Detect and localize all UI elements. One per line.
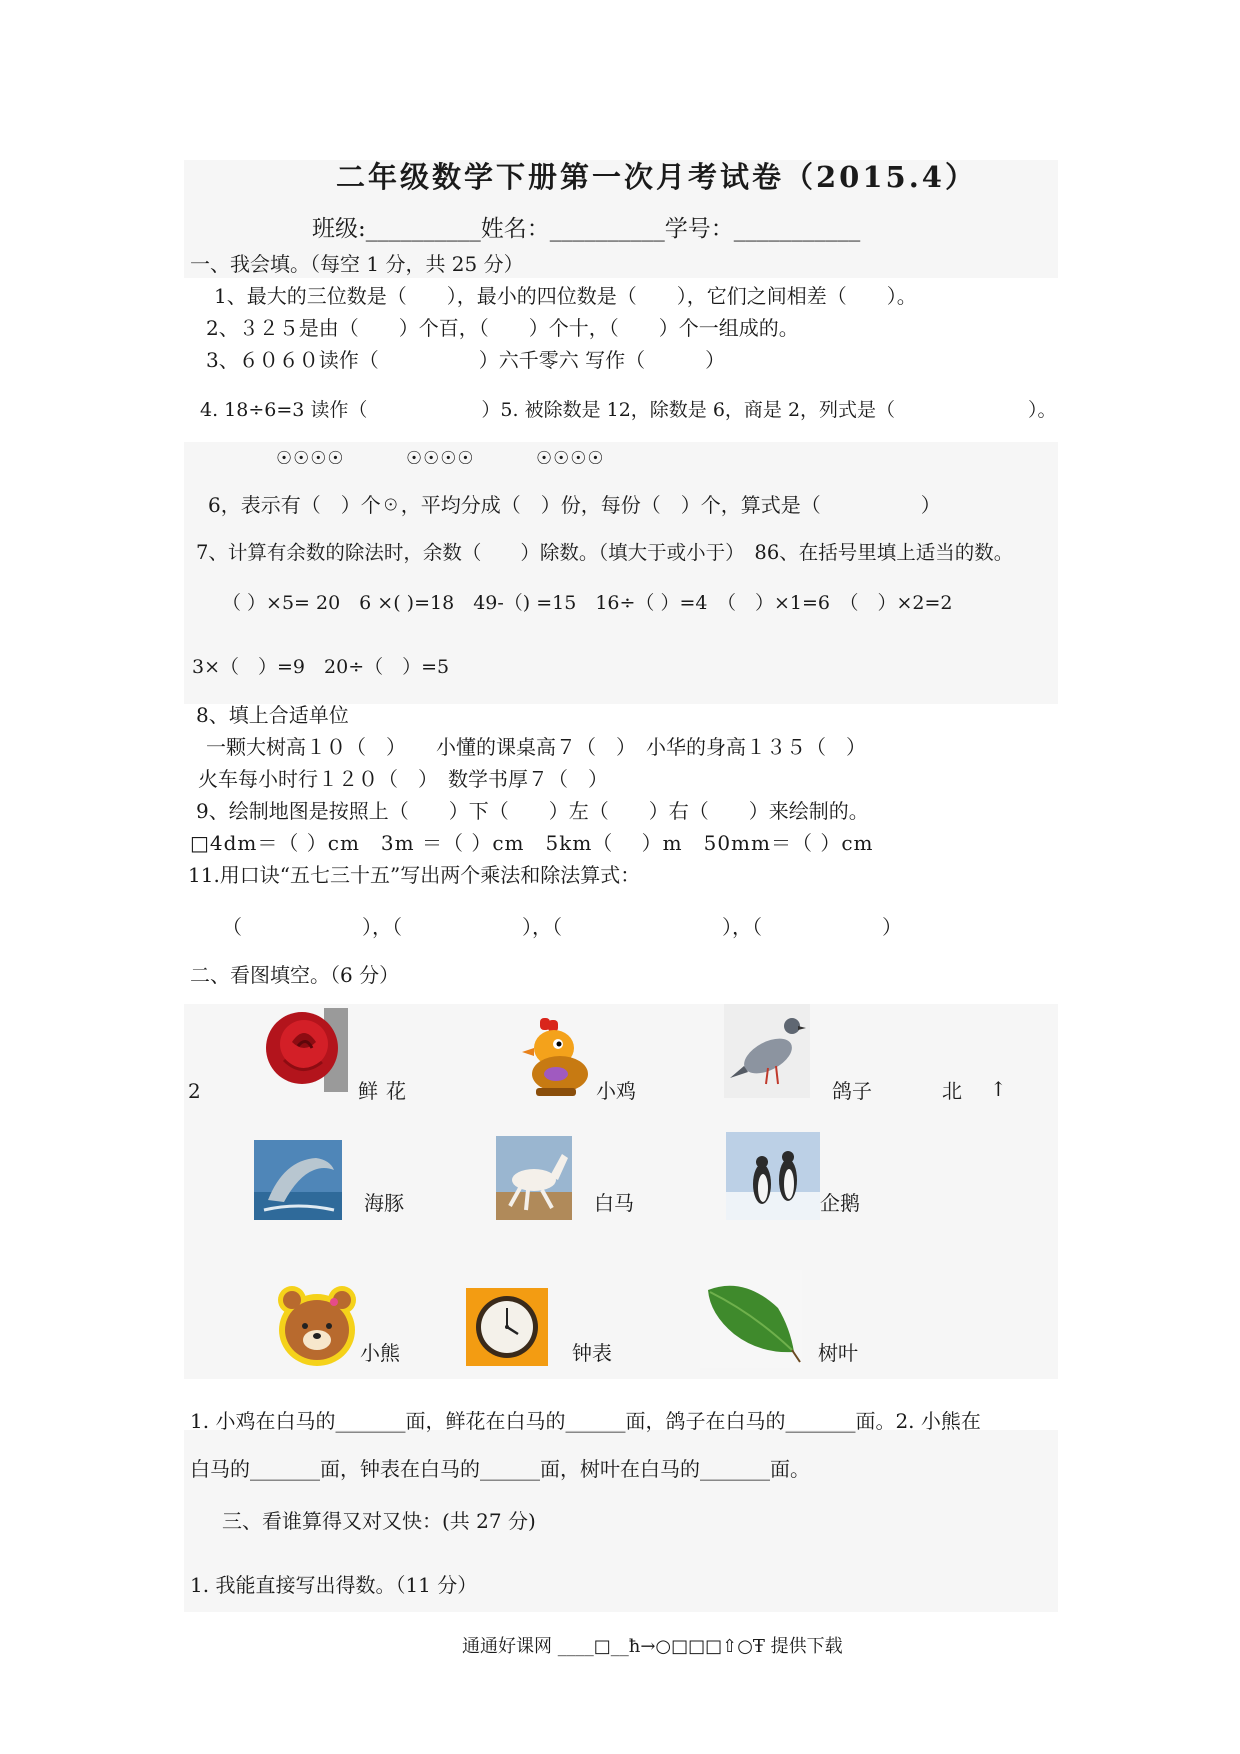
picture-question-line-1: 1. 小鸡在白马的_______面，鲜花在白马的______面，鸽子在白马的_______面。2. 小熊在 — [190, 1409, 981, 1433]
label-bear: 小熊 — [360, 1341, 400, 1365]
question-3: 3、６０６０读作（ ）六千零六 写作（ ） — [206, 348, 726, 372]
label-clock: 钟表 — [572, 1341, 612, 1365]
section-3-sub-1: 1. 我能直接写出得数。（11 分） — [190, 1573, 478, 1597]
section-1-heading: 一、我会填。（每空 1 分，共 25 分） — [190, 252, 524, 276]
page-title: 二年级数学下册第一次月考试卷（2015.4） — [336, 160, 977, 194]
question-9: 9、绘制地图是按照上（ ）下（ ）左（ ）右（ ）来绘制的。 — [196, 799, 869, 823]
question-1: 1、最大的三位数是（ ），最小的四位数是（ ），它们之间相差（ ）。 — [214, 284, 917, 308]
question-8-line-1: 一颗大树高１０（ ） 小懂的课桌高７（ ） 小华的身高１３５（ ） — [206, 735, 866, 759]
pigeon-picture — [724, 1004, 810, 1098]
bear-picture — [276, 1282, 358, 1368]
clock-picture — [466, 1288, 548, 1366]
label-dolphin: 海豚 — [364, 1191, 404, 1215]
label-leaf: 树叶 — [818, 1341, 858, 1365]
rose-picture — [262, 1008, 348, 1092]
label-chick: 小鸡 — [596, 1079, 636, 1103]
circle-group-2: ☉☉☉☉ — [406, 448, 475, 469]
picture-question-line-2: 白马的_______面，钟表在白马的______面，树叶在白马的_______面。 — [190, 1457, 810, 1481]
question-4-5: 4. 18÷6=3 读作（ ）5. 被除数是 12，除数是 6，商是 2，列式是（ ）。 — [200, 399, 1057, 421]
fill-blank-row-1: （ ）×5= 20 6 ×( )=18 49-（) =15 16÷（ ）=4 （ ）×1=6 （ ）×2=2 — [222, 592, 953, 614]
fill-blank-row-2: 3×（ ）=9 20÷（ ）=5 — [192, 656, 450, 678]
leaf-picture — [700, 1270, 802, 1368]
dolphin-picture — [254, 1140, 342, 1220]
chick-picture — [518, 1018, 592, 1098]
question-8-heading: 8、填上合适单位 — [196, 703, 349, 727]
label-north: 北 — [942, 1079, 962, 1103]
question-6: 6，表示有（ ）个☉，平均分成（ ）份，每份（ ）个，算式是（ ） — [208, 493, 941, 517]
question-10: □4dm＝（ ）cm 3m ＝（ ）cm 5km（ ）m 50mm＝（ ）cm — [190, 831, 874, 855]
question-8-line-2: 火车每小时行１２０（ ） 数学书厚７（ ） — [198, 767, 608, 791]
label-white-horse: 白马 — [594, 1191, 634, 1215]
question-2: 2、３２５是由（ ）个百，（ ）个十，（ ）个一组成的。 — [206, 316, 799, 340]
label-penguins: 企鹅 — [820, 1191, 860, 1215]
north-arrow-icon: ↑ — [990, 1077, 1007, 1101]
question-11-blanks: （ ），（ ），（ ），（ ） — [222, 915, 902, 939]
grid-marker-2: 2 — [188, 1079, 201, 1103]
footer-text: 通通好课网 ____□__ħ→○□□□⇧○Ŧ 提供下载 — [462, 1636, 843, 1657]
section-3-heading: 三、看谁算得又对又快：(共 27 分) — [222, 1509, 536, 1533]
section-2-heading: 二、看图填空。（6 分） — [190, 963, 400, 987]
circle-group-1: ☉☉☉☉ — [276, 448, 345, 469]
label-rose: 鲜花 — [358, 1079, 414, 1103]
label-pigeon: 鸽子 — [832, 1079, 872, 1103]
penguins-picture — [726, 1132, 820, 1220]
white-horse-picture — [496, 1136, 572, 1220]
question-7-8: 7、计算有余数的除法时，余数（ ）除数。（填大于或小于） 86、在括号里填上适当的数。 — [196, 541, 1014, 564]
student-info-line: 班级:__________姓名：__________学号：___________ — [312, 216, 861, 242]
question-11: 11.用口诀“五七三十五”写出两个乘法和除法算式： — [188, 863, 641, 887]
circle-group-3: ☉☉☉☉ — [536, 448, 605, 469]
